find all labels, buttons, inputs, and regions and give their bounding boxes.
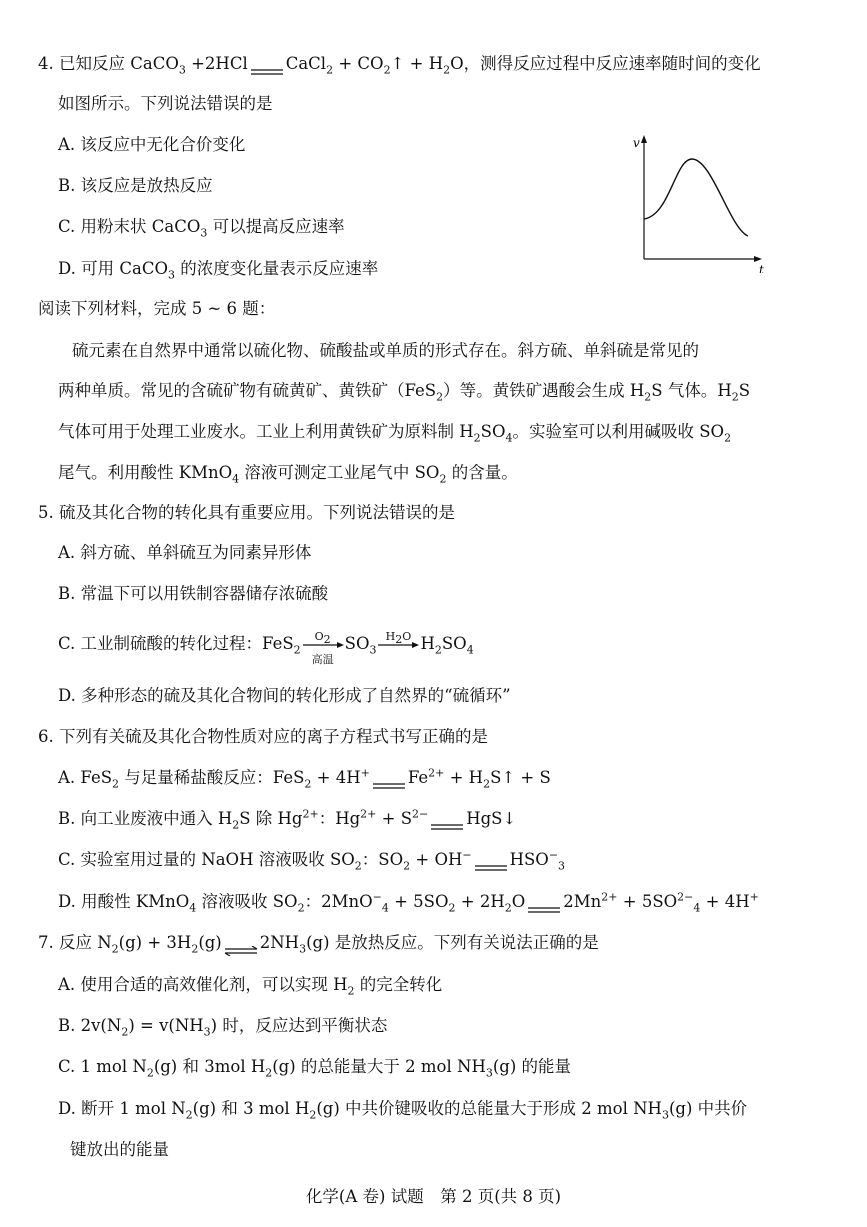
graph-x-label: t [759, 263, 764, 273]
page-footer: 化学(A 卷) 试题 第 2 页(共 8 页) [305, 1187, 562, 1206]
reaction-arrow-2: $H_2O$ [376, 633, 420, 657]
q4-option-b: B. 该反应是放热反应 [58, 176, 213, 195]
q6-option-a: A. FeS$_2$ 与足量稀盐酸反应：FeS$_2$ + 4H+ $Fe^{2+}$ + $H_2S↑ + S$ [58, 766, 551, 791]
equals-sign [472, 856, 510, 866]
equals-sign [525, 898, 563, 908]
equals-sign [248, 60, 286, 70]
reading-line-4: 尾气。利用酸性 KMnO$_4$ 溶液可测定工业尾气中 $SO_2$ 的含量。 [58, 463, 518, 486]
rate-time-graph [630, 133, 770, 273]
q6-option-d: D. 用酸性 KMnO$_4$ 溶液吸收 $SO_2$：$2MnO^-_4 + 5SO_2 + 2H_2O$ $2Mn^{2+} + 5SO^{2-}_4 + 4H^+$ [58, 890, 759, 915]
rate-curve [644, 159, 748, 236]
q7-option-b: B. $2v(N_2) = v(NH_3)$ 时，反应达到平衡状态 [58, 1016, 388, 1039]
equilibrium-arrow [222, 939, 260, 949]
q5-option-b: B. 常温下可以用铁制容器储存浓硫酸 [58, 584, 329, 603]
graph-x-arrow [754, 256, 762, 262]
q5-option-d: D. 多种形态的硫及其化合物间的转化形成了自然界的“硫循环” [58, 686, 511, 705]
q5-option-a: A. 斜方硫、单斜硫互为同素异形体 [58, 543, 312, 562]
reading-line-3: 气体可用于处理工业废水。工业上利用黄铁矿为原料制 $H_2SO_4$。实验室可以利用碱吸收 $SO_2$ [58, 422, 732, 445]
q5-option-c: C. 工业制硫酸的转化过程：FeS$_2$ $O_2$ 高温 $SO_3$ $H_2O$ $H_2SO_4$ [58, 629, 474, 666]
q4-option-d: D. 可用 CaCO$_3$ 的浓度变化量表示反应速率 [58, 259, 379, 282]
q7-option-c: C. 1 mol $N_2(g)$ 和 3mol $H_2(g)$ 的总能量大于 2 mol $NH_3(g)$ 的能量 [58, 1057, 572, 1080]
reading-intro: 阅读下列材料，完成 5 ~ 6 题： [38, 299, 276, 318]
q4-stem-cont: 如图所示。下列说法错误的是 [58, 94, 273, 113]
reaction-arrow-1: $O_2$ 高温 [301, 633, 345, 657]
q6-option-b: B. 向工业废液中通入 $H_2S$ 除 $Hg^{2+}$：$Hg^{2+} + S^{2-}$ HgS↓ [58, 807, 517, 832]
equals-sign [428, 815, 466, 825]
q7-stem: 7. 反应 $N_2(g) + 3H_2(g)$ $2NH_3(g)$ 是放热反应。下列有关说法正确的是 [38, 933, 599, 956]
q4-option-a: A. 该反应中无化合价变化 [58, 135, 246, 154]
q6-option-c: C. 实验室用过量的 NaOH 溶液吸收 $SO_2$：$SO_2 + OH^-$ $HSO^-_3$ [58, 848, 566, 873]
q7-option-d-cont: 键放出的能量 [70, 1140, 169, 1159]
q4-option-c: C. 用粉末状 CaCO$_3$ 可以提高反应速率 [58, 217, 345, 240]
q4-stem: 4. 已知反应 CaCO$_3$ +2HCl CaCl$_2$ + $CO_2↑ + H_2O$，测得反应过程中反应速率随时间的变化 [38, 54, 761, 77]
graph-y-arrow [641, 135, 647, 143]
q7-option-a: A. 使用合适的高效催化剂，可以实现 $H_2$ 的完全转化 [58, 975, 443, 998]
reading-line-1: 硫元素在自然界中通常以硫化物、硫酸盐或单质的形式存在。斜方硫、单斜硫是常见的 [72, 341, 699, 360]
equals-sign [370, 774, 408, 784]
q5-stem: 5. 硫及其化合物的转化具有重要应用。下列说法错误的是 [38, 503, 455, 522]
reading-line-2: 两种单质。常见的含硫矿物有硫黄矿、黄铁矿（FeS$_2$）等。黄铁矿遇酸会生成 $H_2S$ 气体。$H_2S$ [58, 381, 751, 404]
q6-stem: 6. 下列有关硫及其化合物性质对应的离子方程式书写正确的是 [38, 727, 488, 746]
q7-option-d: D. 断开 1 mol $N_2(g)$ 和 3 mol $H_2(g)$ 中共价键吸收的总能量大于形成 2 mol $NH_3(g)$ 中共价 [58, 1099, 748, 1122]
graph-y-label: v [633, 136, 640, 150]
